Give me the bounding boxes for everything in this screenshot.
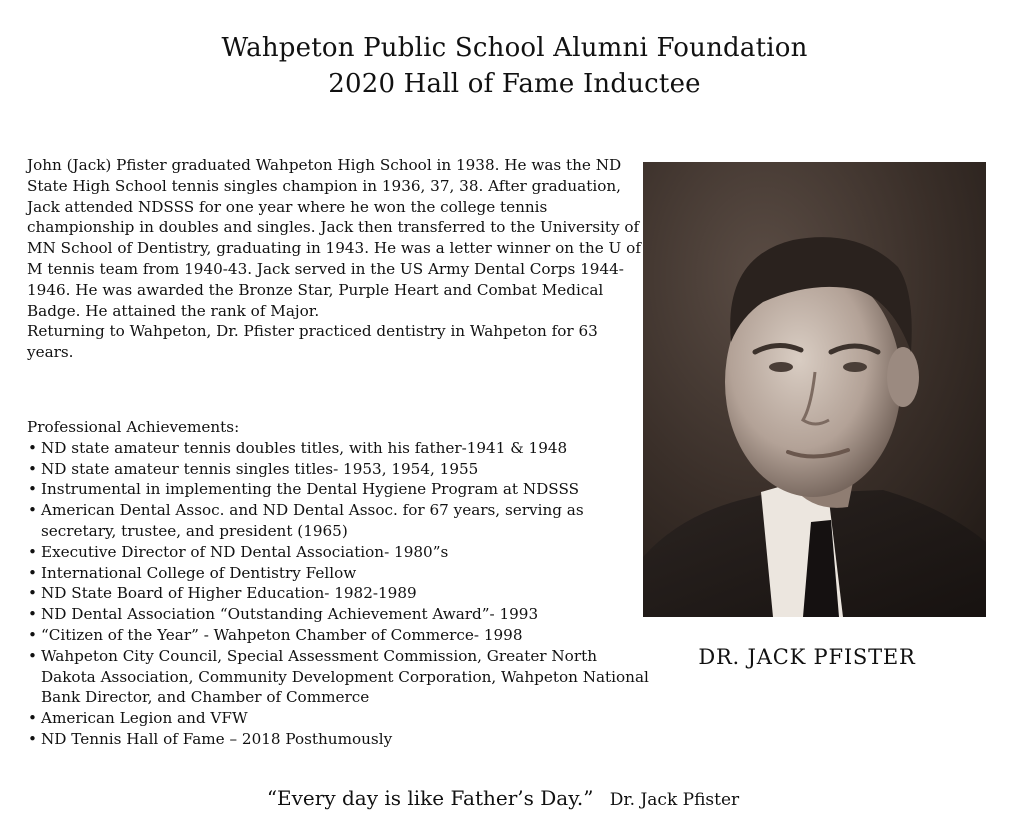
list-item (27, 646, 652, 708)
page-header (0, 30, 1029, 102)
list-item (27, 479, 652, 500)
list-item (27, 563, 652, 584)
achievements-list (27, 438, 652, 750)
bullet-icon: • (28, 625, 37, 644)
list-item (27, 542, 652, 563)
list-item-text: American Legion and VFW (41, 709, 248, 728)
bullet-icon: • (28, 584, 37, 603)
list-item-text: ND state amateur tennis singles titles- 1953, 1954, 1955 (41, 459, 479, 478)
quote-text: “Every day is like Father’s Day.” (266, 786, 594, 810)
header-subtitle: 2020 Hall of Fame Inductee (328, 69, 701, 99)
bullet-icon: • (28, 563, 37, 582)
list-item (27, 459, 652, 480)
bullet-icon: • (28, 605, 37, 624)
bio-paragraph-1: John (Jack) Pfister graduated Wahpeton High School in 1938. He was the ND State High School tennis singles champion in 1936, 37, 38. After graduation, Jack attended NDSSS for one year where he won the college tennis championship in doubles and singles. Jack then transferred to the University of MN School of Dentistry, graduating in 1943. He was a letter winner on the U of M tennis team from 1940-43. Jack served in the US Army Dental Corps 1944-1946. He was awarded the Bronze Star, Purple Heart and Combat Medical Badge. He attained the rank of Major. (27, 156, 641, 320)
list-item-text: Instrumental in implementing the Dental Hygiene Program at NDSSS (41, 480, 579, 499)
list-item (27, 708, 652, 729)
list-item-text: ND state amateur tennis doubles titles, with his father-1941 & 1948 (41, 438, 568, 457)
bio-paragraph-2: Returning to Wahpeton, Dr. Pfister practiced dentistry in Wahpeton for 63 years. (27, 322, 598, 362)
quote-attribution: Dr. Jack Pfister (609, 790, 740, 810)
bullet-icon: • (28, 459, 37, 478)
list-item (27, 500, 652, 542)
bullet-icon: • (28, 480, 37, 499)
list-item (27, 438, 652, 459)
list-item-text: ND Tennis Hall of Fame – 2018 Posthumously (41, 729, 393, 748)
list-item (27, 729, 652, 750)
bullet-icon: • (28, 501, 37, 520)
bullet-icon: • (28, 438, 37, 457)
list-item-text: “Citizen of the Year” - Wahpeton Chamber of Commerce- 1998 (41, 625, 523, 644)
portrait-illustration (643, 162, 986, 617)
list-item-text: Executive Director of ND Dental Association- 1980”s (41, 542, 449, 561)
ear-shape (887, 347, 919, 407)
list-item-text: ND Dental Association “Outstanding Achievement Award”- 1993 (41, 605, 539, 624)
header-title: Wahpeton Public School Alumni Foundation (221, 33, 808, 63)
bullet-icon: • (28, 646, 37, 665)
list-item (27, 625, 652, 646)
portrait-caption: DR. JACK PFISTER (698, 645, 916, 669)
achievements-section (27, 417, 652, 750)
list-item (27, 583, 652, 604)
list-item-text: American Dental Assoc. and ND Dental Assoc. for 67 years, serving as secretary, trustee, and president (1965) (41, 501, 584, 540)
list-item-text: International College of Dentistry Fellow (41, 563, 357, 582)
list-item-text: ND State Board of Higher Education- 1982-1989 (41, 584, 417, 603)
portrait-photo (643, 162, 986, 617)
right-eye (843, 362, 867, 372)
bullet-icon: • (28, 709, 37, 728)
quote (0, 786, 1006, 810)
biography (27, 155, 647, 363)
bullet-icon: • (28, 542, 37, 561)
list-item-text: Wahpeton City Council, Special Assessment Commission, Greater North Dakota Association, Community Development Corporation, Wahpeton National Bank Director, and Chamber of Commerce (41, 646, 649, 707)
achievements-title: Professional Achievements: (27, 418, 240, 436)
bullet-icon: • (28, 729, 37, 748)
left-eye (769, 362, 793, 372)
list-item (27, 604, 652, 625)
